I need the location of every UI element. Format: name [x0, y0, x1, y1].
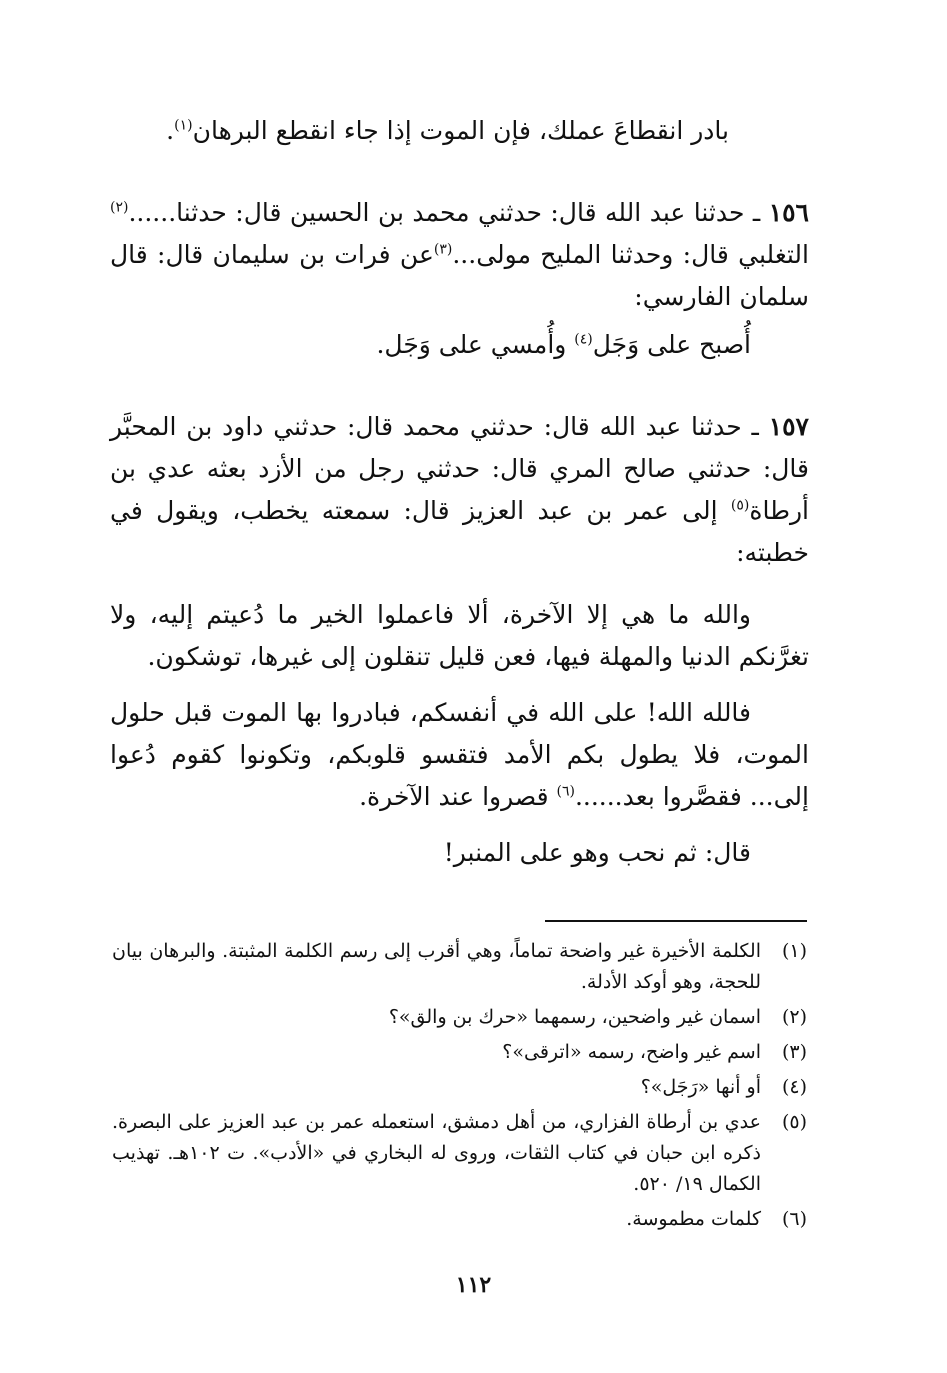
footnote-ref-3: (٣) — [433, 241, 453, 258]
footnote-text: اسم غير واضح، رسمه «اترقى»؟ — [502, 1041, 761, 1063]
main-text — [110, 110, 809, 874]
entry-156-text-2: التغلبي قال: وحدثنا المليح مولى... — [452, 240, 809, 269]
entry-156 — [110, 192, 809, 318]
footnote-ref-6: (٦) — [556, 783, 575, 800]
intro-text: بادر انقطاعَ عملك، فإن الموت إذا جاء انقطع البرهان — [192, 116, 729, 145]
entry-156-text-1: ـ حدثنا عبد الله قال: حدثني محمد بن الحسين قال: حدثنا...... — [128, 198, 769, 227]
entry-157 — [110, 406, 809, 574]
intro-end: . — [166, 116, 175, 145]
entry-number-156: ١٥٦ — [768, 198, 809, 227]
intro-line — [110, 110, 809, 152]
footnote-ref-2: (٢) — [110, 199, 129, 216]
sermon-paragraph-2 — [110, 692, 809, 818]
footnote-ref-5: (٥) — [730, 497, 750, 514]
entry-156-text-3: عن فرات بن سليمان قال: قال سلمان الفارسي: — [110, 240, 809, 311]
footnote-separator — [545, 920, 807, 922]
quote-text-a: أُصبح على وَجَل — [592, 330, 751, 359]
footnote-4 — [112, 1072, 807, 1103]
quote-text-b: وأُمسي على وَجَل. — [376, 330, 575, 359]
footnote-text: أو أنها «رَجَل»؟ — [640, 1076, 761, 1098]
footnote-number: (٢) — [781, 1006, 807, 1028]
entry-157-text-1: ـ حدثنا عبد الله قال: حدثني محمد قال: حدثني داود بن المحبَّر قال: حدثني صالح المري قال: حدثني رجل من الأزد بعثه عدي بن أرطاة — [110, 412, 809, 525]
entry-157-text-2: إلى عمر بن عبد العزيز قال: سمعته يخطب، ويقول في خطبته: — [110, 496, 809, 567]
footnote-number: (١) — [781, 940, 807, 962]
footnote-2 — [112, 1002, 807, 1033]
sermon-paragraph-1: والله ما هي إلا الآخرة، ألا فاعملوا الخير ما دُعيتم إليه، ولا تغرَّنكم الدنيا والمهلة فيها، فعن قليل تنقلون إلى غيرها، توشكون. — [110, 600, 809, 671]
footnote-text: اسمان غير واضحين، رسمهما «حرك بن والق»؟ — [388, 1006, 761, 1028]
footnote-1 — [112, 936, 807, 998]
closing-line: قال: ثم نحب وهو على المنبر! — [443, 838, 751, 867]
sermon-paragraph-2-text-b: قصروا عند الآخرة. — [359, 782, 557, 811]
footnote-6 — [112, 1204, 807, 1235]
footnote-3 — [112, 1037, 807, 1068]
footnote-5 — [112, 1107, 807, 1200]
entry-156-quote — [110, 324, 809, 366]
footnote-number: (٤) — [781, 1076, 807, 1098]
footnote-text: الكلمة الأخيرة غير واضحة تماماً، وهي أقرب إلى رسم الكلمة المثبتة. والبرهان بيان للحجة، وهو أوكد الأدلة. — [112, 940, 761, 993]
footnote-text: كلمات مطموسة. — [626, 1208, 761, 1230]
footnote-number: (٦) — [781, 1208, 807, 1230]
page-number: ١١٢ — [455, 1272, 492, 1298]
sermon-paragraph-2-text-a: فالله الله! على الله في أنفسكم، فبادروا بها الموت قبل حلول الموت، فلا يطول بكم الأمد فتقسو قلوبكم، وتكونوا كقوم دُعوا إلى... فقصَّروا بعد...... — [110, 698, 809, 811]
entry-number-157: ١٥٧ — [768, 412, 809, 441]
footnote-number: (٥) — [781, 1111, 807, 1133]
footnote-ref-4: (٤) — [574, 331, 593, 348]
footnote-number: (٣) — [781, 1041, 807, 1063]
footnote-text: عدي بن أرطاة الفزاري، من أهل دمشق، استعمله عمر بن عبد العزيز على البصرة. ذكره ابن حبان في كتاب الثقات، وروى له البخاري في «الأدب». ت ١٠٢هـ. تهذيب الكمال ١٩/ ٥٢٠. — [112, 1111, 761, 1195]
footnotes — [112, 936, 807, 1239]
footnote-ref-1: (١) — [174, 117, 193, 134]
